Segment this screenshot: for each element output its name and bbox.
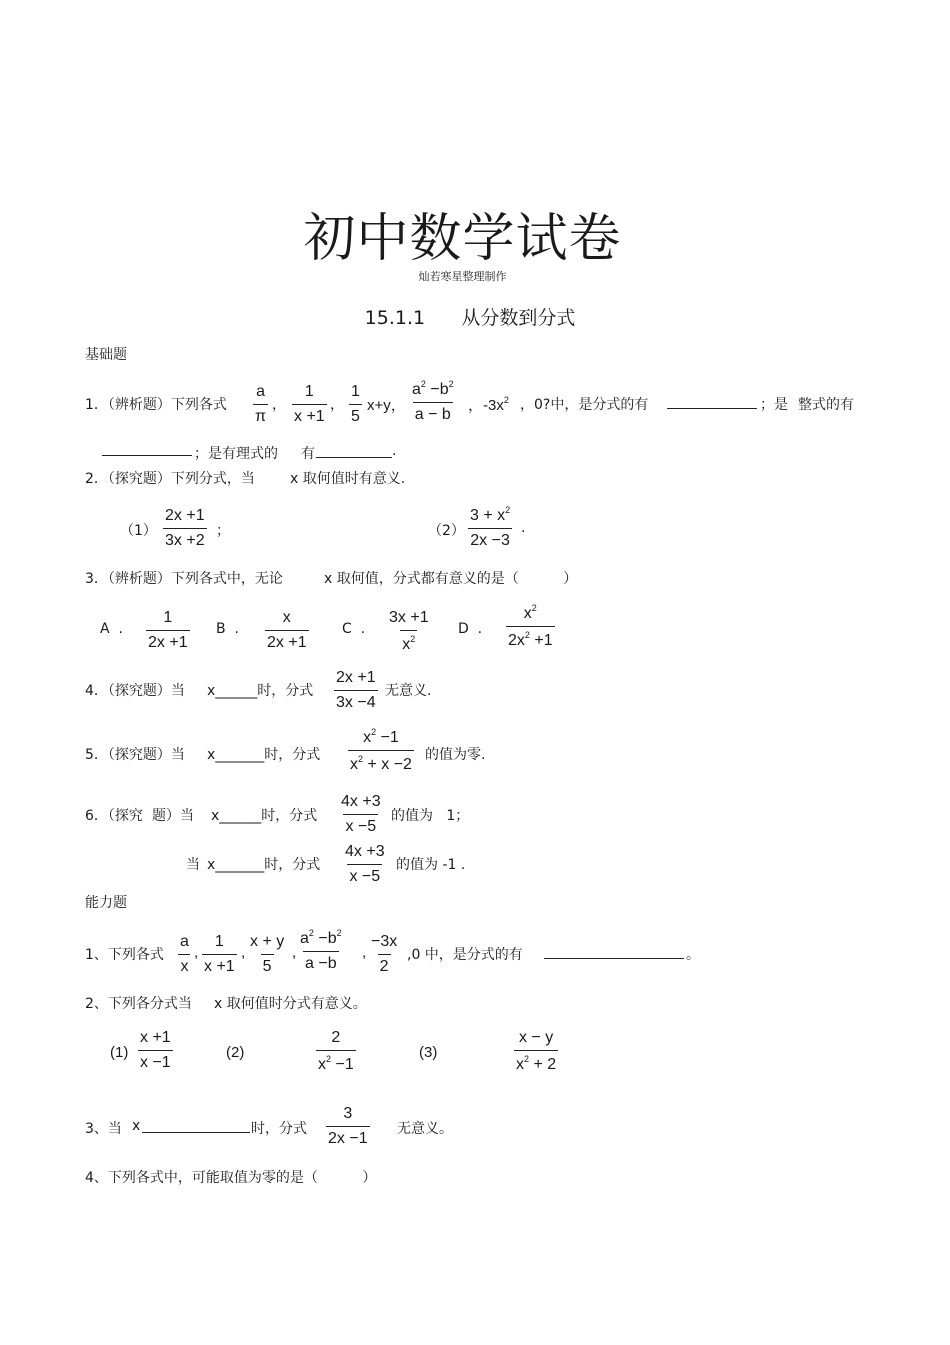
option-a-label[interactable]: A . xyxy=(100,621,123,637)
aq1-frac-1-x1: $\frac{1}{x +1}$ xyxy=(204,933,235,975)
q4-frac: $\frac{2x +1}{3x -4}$ xyxy=(336,669,376,711)
aq2-frac-3: $\frac{x - y}{x^2 + 2}$ xyxy=(516,1029,557,1073)
q2-frac-2: $\frac{3 + x^2}{2x -3}$ xyxy=(470,505,511,549)
option-c-label[interactable]: C . xyxy=(342,621,366,637)
q6-frac-1: $\frac{4x +3}{x -5}$ xyxy=(341,793,381,835)
option-c-frac: $\frac{3x +1}{x^2}$ xyxy=(389,609,429,653)
option-a-frac: $\frac{1}{2x +1}$ xyxy=(148,609,188,651)
q2-frac-1: $\frac{2x +1}{3x +2}$ xyxy=(165,507,205,549)
aq3-blank[interactable] xyxy=(142,1120,250,1133)
q1-blank-rational[interactable] xyxy=(316,445,392,458)
page-subtitle: 灿若寒星整理制作 xyxy=(418,270,507,283)
ability-heading: 能力题 xyxy=(85,895,127,911)
option-d-frac: $\frac{x^2}{2x^2 +1}$ xyxy=(508,603,553,649)
q1-blank-integral[interactable] xyxy=(102,443,192,456)
q1-frac-1-over-x-plus-1: $\frac{1}{x +1}$ xyxy=(294,383,325,425)
q1-frac-a-pi: $\frac{a}{\pi}$ xyxy=(255,383,267,425)
basic-heading: 基础题 xyxy=(85,347,127,363)
q1-blank-fraction[interactable] xyxy=(667,396,757,409)
aq1-frac-3x-2: $\frac{-3x}{2}$ xyxy=(371,933,398,975)
option-b-frac: $\frac{x}{2x +1}$ xyxy=(267,609,307,651)
aq1-frac-a2b2: $\frac{a^2 -b^2}{a -b}$ xyxy=(300,928,342,972)
aq3-frac: $\frac{3}{2x -1}$ xyxy=(328,1105,368,1147)
page-title: 初中数学试卷 xyxy=(303,209,622,269)
option-d-label[interactable]: D . xyxy=(458,621,483,637)
q1-frac-1-over-5: $\frac{1}{5}$ xyxy=(351,383,360,425)
aq2-frac-1: $\frac{x +1}{x -1}$ xyxy=(140,1029,171,1071)
aq1-blank[interactable] xyxy=(544,946,684,959)
ability-q4: 4、下列各式中，可能取值为零的是（ ） xyxy=(85,1170,377,1186)
aq1-frac-a-x: $\frac{a}{x}$ xyxy=(180,933,189,975)
aq1-frac-xy-5: $\frac{x + y}{5}$ xyxy=(250,933,285,975)
q1-frac-a2-b2-over-a-b: $\frac{a^2 -b^2}{a - b}$ xyxy=(412,379,454,423)
section-title: 15.1.1 从分数到分式 xyxy=(364,307,576,329)
option-b-label[interactable]: B . xyxy=(216,621,239,637)
aq2-frac-2: $\frac{2}{x^2 -1}$ xyxy=(318,1029,354,1073)
q5-frac: $\frac{x^2 -1}{x^2 + x -2}$ xyxy=(350,727,412,773)
q6-frac-2: $\frac{4x +3}{x -5}$ xyxy=(345,843,385,885)
q1-prefix: 1．（辨析题）下列各式 xyxy=(85,397,227,413)
